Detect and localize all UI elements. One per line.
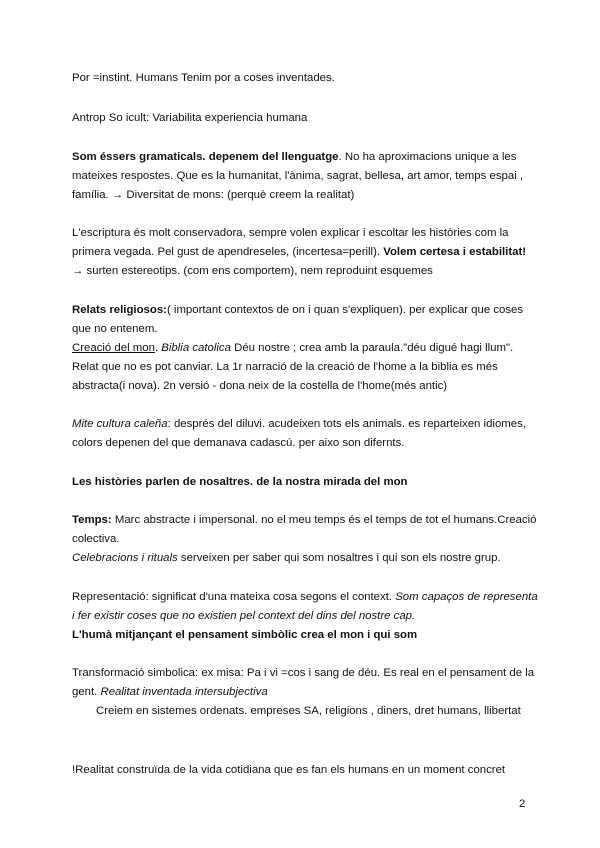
text-line: mateixes respostes. Que es la humanitat, l'ànima, sagrat, bellesa, art amor, temps espai , [72, 170, 524, 182]
text-line [72, 244, 526, 260]
text-line: Antrop So icult: Variabilita experiencia humana [72, 112, 308, 124]
text-line: → surten estereotips. (com ens comportem), nem reproduint esquemes [72, 265, 433, 277]
text-span: . [154, 342, 162, 354]
italic-text: Som capaços de representa [395, 591, 538, 603]
italic-text: Mite cultura caleña [72, 418, 168, 430]
italic-text: Realitat inventada intersubjectiva [100, 686, 268, 698]
text-line: !Realitat construïda de la vida cotidiana que es fan els humans en un moment concret [72, 764, 506, 776]
bold-text: Som éssers gramaticals. depenem del llenguatge [72, 151, 339, 163]
text-span: : després del diluvi. acudeixen tots els animals. es reparteixen idiomes, [167, 418, 526, 430]
text-line [72, 684, 268, 700]
bold-text: Relats religiosos: [72, 304, 167, 316]
text-span: primera vegada. Pel gust de apendreseles, (incertesa=perill). [72, 246, 384, 258]
text-line [72, 416, 526, 432]
text-line: Por =instint. Humans Tenim por a coses inventades. [72, 72, 335, 84]
text-span: Déu nostre ; crea amb la paraula."déu digué hagi llum". [230, 342, 514, 354]
text-line: Relat que no es pot canviar. La 1r narració de la creació de l'home a la biblia es més [72, 361, 498, 373]
italic-text-line: i fer existir coses que no existien pel context del dins del nostre cap. [72, 610, 416, 622]
italic-text: Biblia catolica [161, 342, 231, 354]
text-line [72, 589, 538, 605]
underlined-text: Creació del mon [72, 342, 155, 354]
text-span: Marc abstracte i impersonal. no el meu temps és el temps de tot el humans.Creació [111, 514, 537, 526]
text-line: L'escriptura és molt conservadora, sempre volen explicar i escoltar les històries com la [72, 227, 509, 239]
text-line [72, 149, 516, 165]
page-number: 2 [519, 798, 526, 810]
text-line [72, 302, 523, 318]
text-line: abstracta(i nova). 2n versió - dona neix de la costella de l'home(més antic) [72, 380, 448, 392]
text-line: colors depenen del que demanava cadascú. per aixo son difernts. [72, 437, 405, 449]
bold-heading-line: Les històries parlen de nosaltres. de la nostra mirada del mon [72, 476, 408, 488]
text-line: que no entenem. [72, 323, 158, 335]
text-line [72, 340, 513, 356]
text-line: colectiva. [72, 533, 120, 545]
bold-text: Volem certesa i estabilitat! [383, 246, 527, 258]
text-line: família. → Diversitat de mons: (perquè creem la realitat) [72, 189, 355, 201]
text-span: . No ha aproximacions unique a les [338, 151, 517, 163]
text-line: Creiem en sistemes ordenats. empreses SA, religions , diners, dret humans, llibertat [96, 705, 521, 717]
bold-text: Temps: [72, 514, 112, 526]
bold-heading-line: L'humà mitjançant el pensament simbòlic crea el mon i qui som [72, 629, 418, 641]
text-span: Representació: significat d'una mateixa cosa segons el context. [72, 591, 396, 603]
text-line: Transformació simbolica: ex misa: Pa i vi =cos i sang de déu. Es real en el pensament de la [72, 667, 535, 679]
text-span: ( important contextos de on i quan s'expliquen). per explicar que coses [166, 304, 524, 316]
text-span: gent. [72, 686, 101, 698]
italic-text: Celebracions i rituals [72, 552, 178, 564]
text-line [72, 550, 501, 566]
text-line [72, 512, 536, 528]
text-span: serveixen per saber qui som nosaltres i qui son els nostre grup. [177, 552, 501, 564]
